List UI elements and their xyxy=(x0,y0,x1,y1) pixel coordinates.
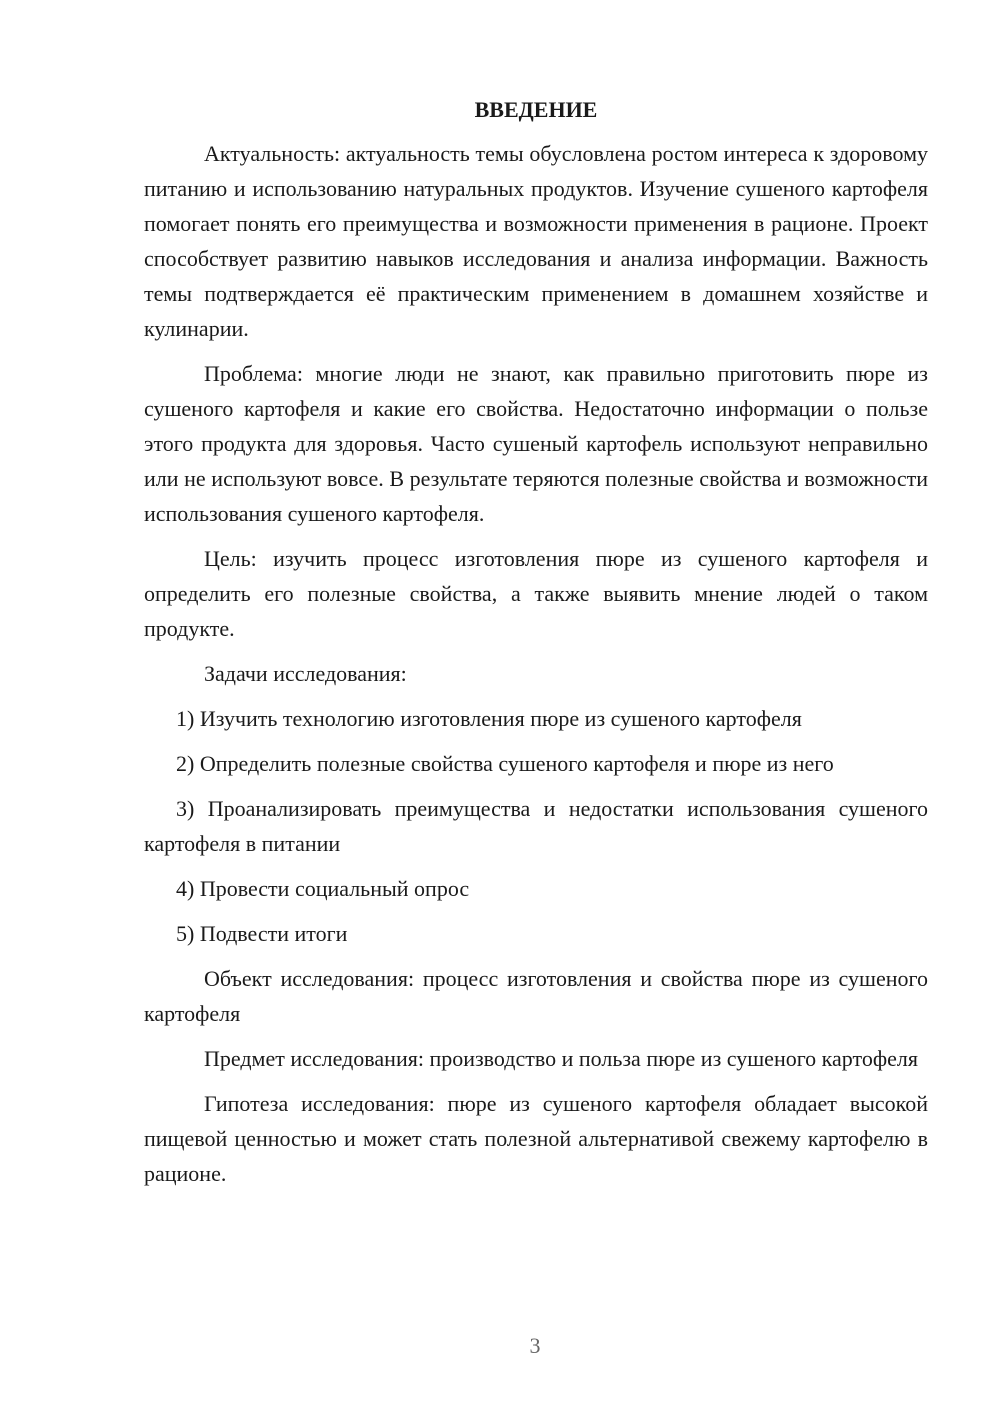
task-item-3: 3) Проанализировать преимущества и недостатки использования сушеного картофеля в питании xyxy=(144,796,928,856)
task-item-1: 1) Изучить технологию изготовления пюре из сушеного картофеля xyxy=(176,706,802,731)
object-paragraph: Объект исследования: процесс изготовления и свойства пюре из сушеного картофеля xyxy=(144,966,928,1026)
tasks-heading: Задачи исследования: xyxy=(204,661,407,686)
section-title: ВВЕДЕНИЕ xyxy=(474,97,598,122)
hypothesis-paragraph: Гипотеза исследования: пюре из сушеного картофеля обладает высокой пищевой ценностью и может стать полезной альтернативой свежему картофелю в рационе. xyxy=(144,1091,928,1186)
task-item-5: 5) Подвести итоги xyxy=(176,921,348,946)
problem-paragraph: Проблема: многие люди не знают, как правильно приготовить пюре из сушеного картофеля и какие его свойства. Недостаточно информации о пользе этого продукта для здоровья. Часто сушеный картофель используют неправильно или не используют вовсе. В результате теряются полезные свойства и возможности использования сушеного картофеля. xyxy=(144,361,928,526)
page-number: 3 xyxy=(529,1333,541,1358)
page-content xyxy=(144,94,928,1201)
goal-paragraph: Цель: изучить процесс изготовления пюре из сушеного картофеля и определить его полезные свойства, а также выявить мнение людей о таком продукте. xyxy=(144,546,928,641)
subject-paragraph: Предмет исследования: производство и польза пюре из сушеного картофеля xyxy=(204,1046,918,1071)
task-item-4: 4) Провести социальный опрос xyxy=(176,876,470,901)
relevance-paragraph: Актуальность: актуальность темы обусловлена ростом интереса к здоровому питанию и использованию натуральных продуктов. Изучение сушеного картофеля помогает понять его преимущества и возможности применения в рационе. Проект способствует развитию навыков исследования и анализа информации. Важность темы подтверждается её практическим применением в домашнем хозяйстве и кулинарии. xyxy=(144,141,928,341)
task-item-2: 2) Определить полезные свойства сушеного картофеля и пюре из него xyxy=(176,751,834,776)
